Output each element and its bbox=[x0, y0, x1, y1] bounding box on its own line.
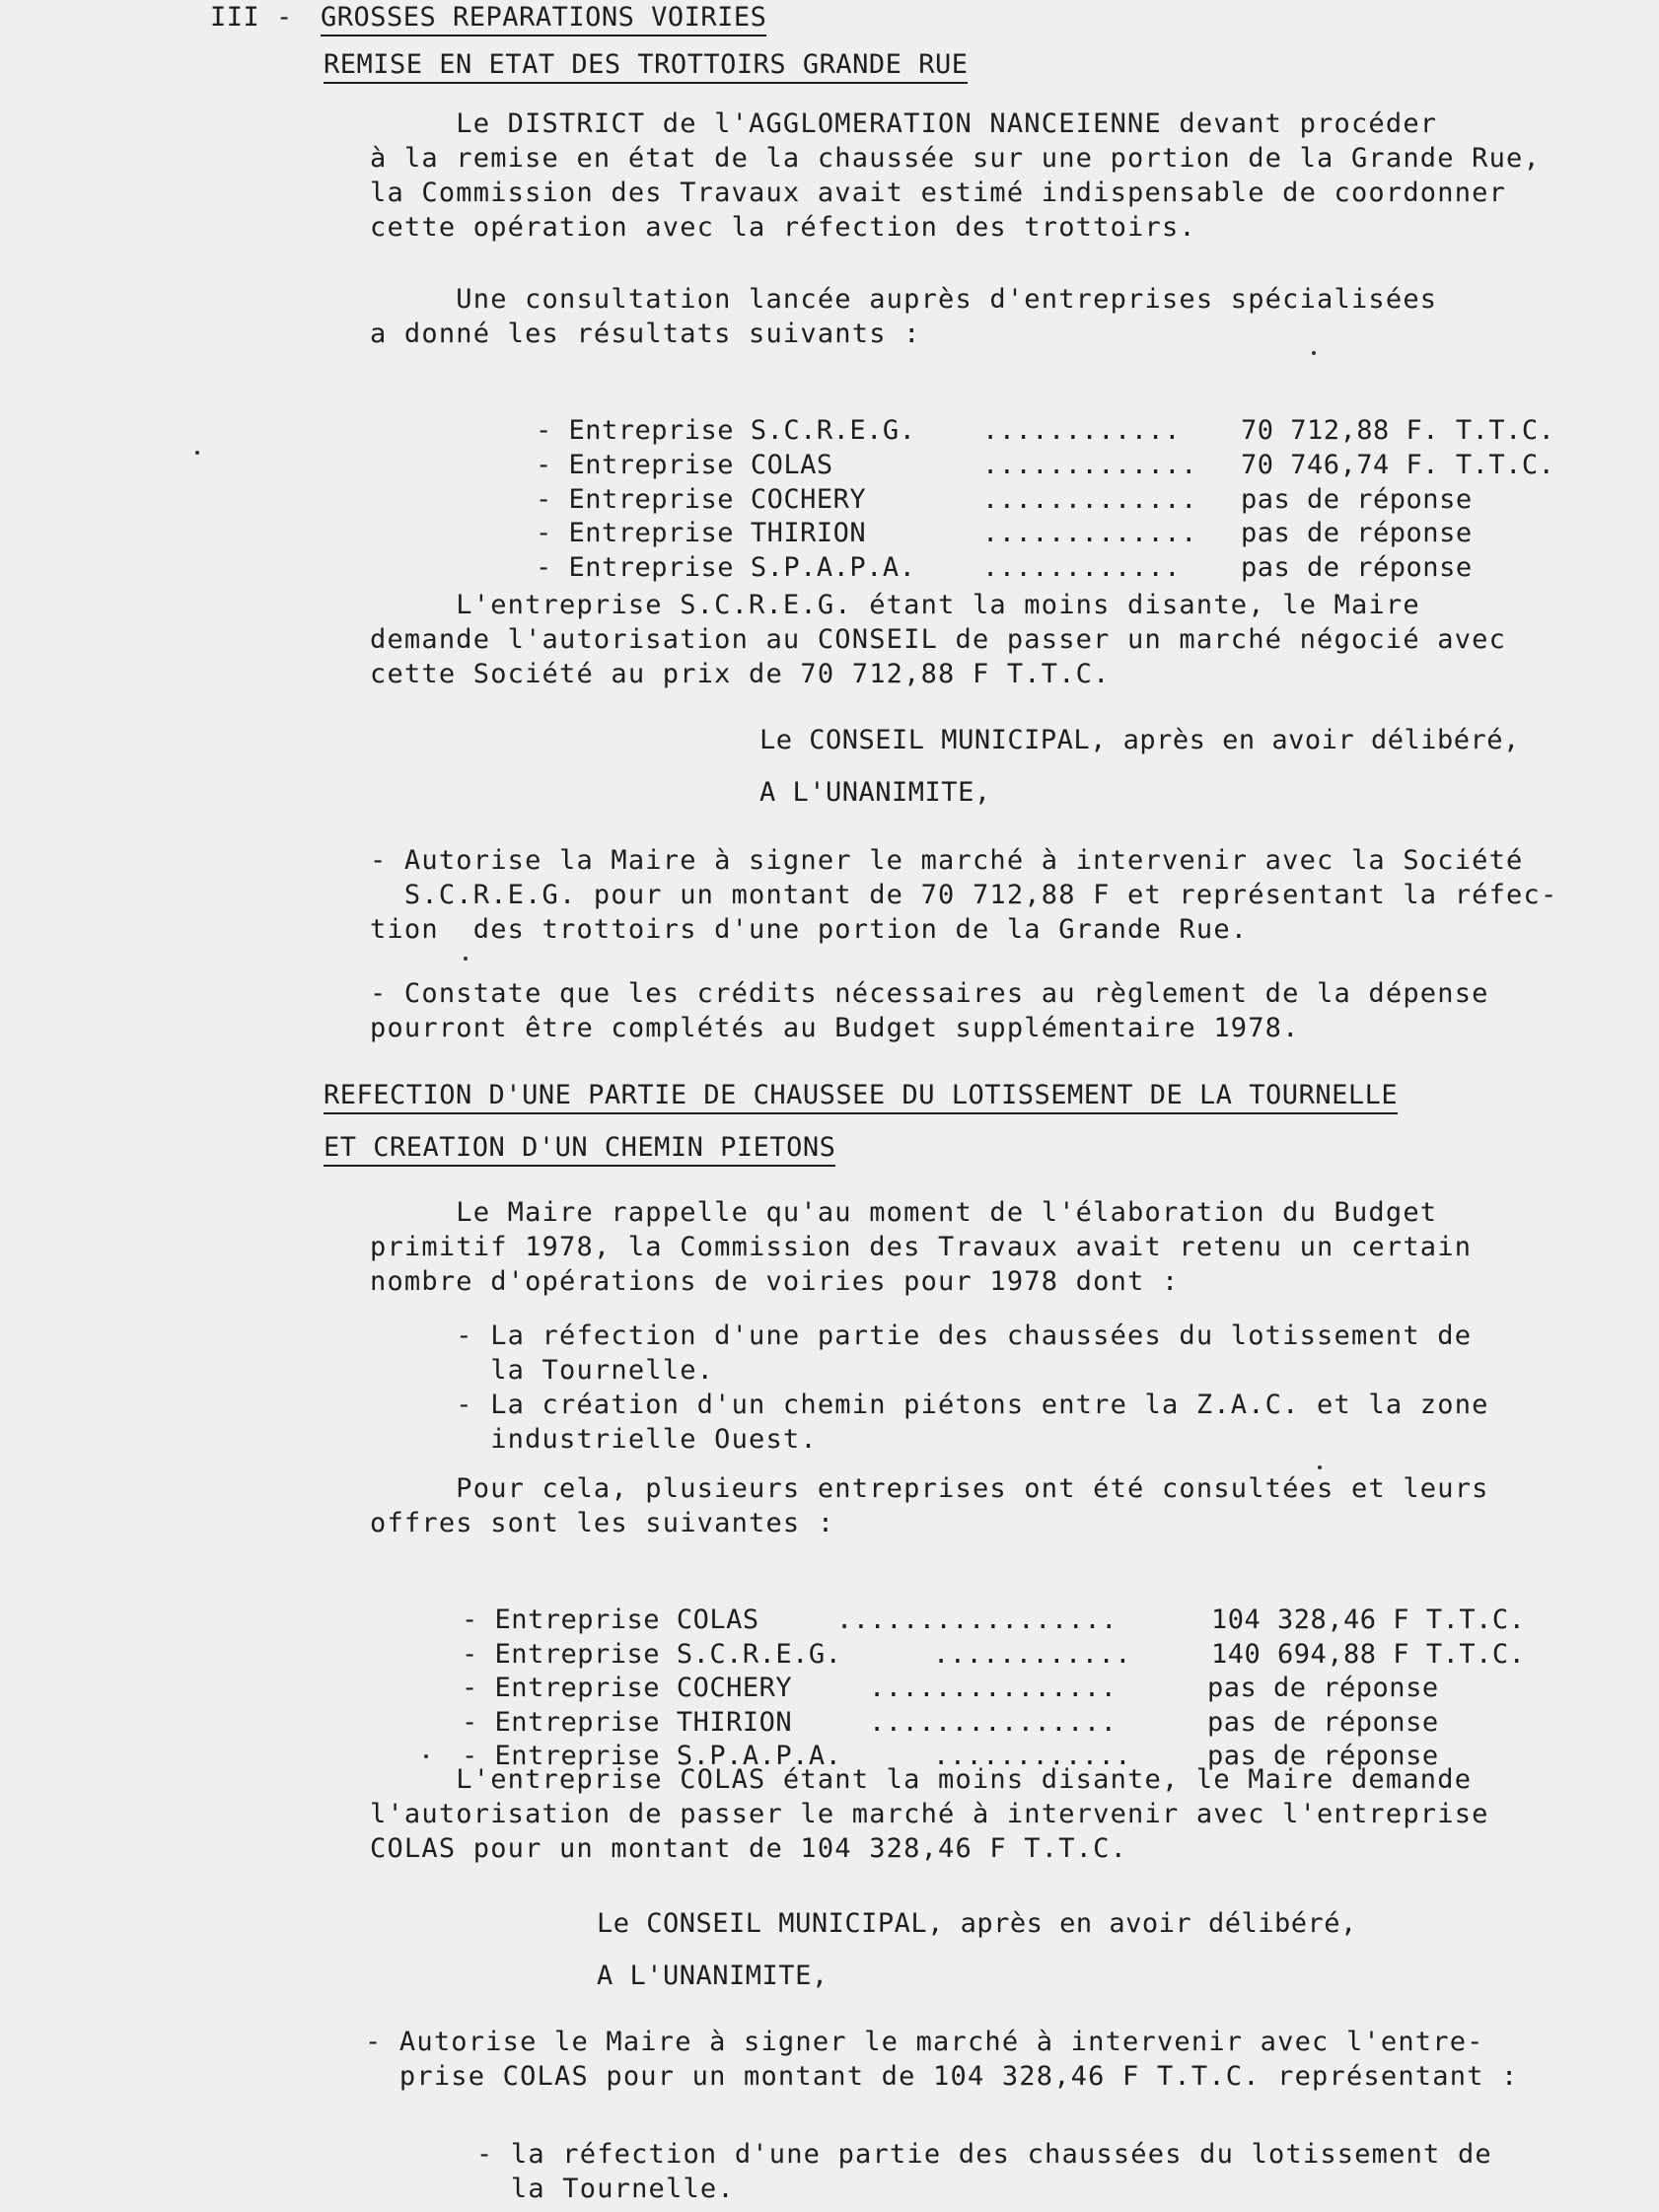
part2-intro-paragraph: Le Maire rappelle qu'au moment de l'élaboration du Budget primitif 1978, la Commission des Travaux avait retenu un certain nombre d'opérations de voiries pour 1978 dont : bbox=[370, 1197, 1473, 1297]
part2-council-statement: Le CONSEIL MUNICIPAL, après en avoir délibéré, bbox=[597, 1908, 1357, 1939]
part2-heading-line1: REFECTION D'UNE PARTIE DE CHAUSSEE DU LOTISSEMENT DE LA TOURNELLE bbox=[324, 1080, 1398, 1114]
bid-row: - Entreprise THIRION ............. pas de réponse bbox=[536, 518, 1473, 548]
section-title: GROSSES REPARATIONS VOIRIES bbox=[321, 2, 766, 36]
part2-unanimity: A L'UNANIMITE, bbox=[597, 1961, 829, 1991]
list-item: la Tournelle. bbox=[370, 1355, 715, 1386]
part1-council-statement: Le CONSEIL MUNICIPAL, après en avoir délibéré, bbox=[759, 725, 1520, 755]
bid-row: - Entreprise COCHERY ............. pas de réponse bbox=[536, 484, 1473, 515]
bid-row: - Entreprise S.C.R.E.G. ............ 70 712,88 F. T.T.C. bbox=[536, 415, 1555, 446]
part2-sub-item: - la réfection d'une partie des chaussées du lotissement de la Tournelle. bbox=[476, 2139, 1492, 2204]
part1-consult-paragraph: Une consultation lancée auprès d'entreprises spécialisées a donné les résultats suivants : bbox=[370, 284, 1438, 349]
scan-speck bbox=[1312, 351, 1316, 355]
part1-unanimity: A L'UNANIMITE, bbox=[759, 777, 991, 808]
part1-request-paragraph: L'entreprise S.C.R.E.G. étant la moins disante, le Maire demande l'autorisation au CONSEIL de passer un marché négocié avec cette Société au prix de 70 712,88 F T.T.C. bbox=[370, 590, 1507, 689]
scan-speck bbox=[1318, 1465, 1322, 1469]
list-item: - La réfection d'une partie des chaussées du lotissement de bbox=[370, 1320, 1473, 1351]
bid-row: - Entreprise S.P.A.P.A. ............ pas de réponse bbox=[462, 1741, 1439, 1771]
part1-decision-constate: - Constate que les crédits nécessaires au règlement de la dépense pourront être complétés au Budget supplémentaire 1978. bbox=[370, 978, 1489, 1043]
part2-operations-list bbox=[370, 1319, 1489, 1457]
part2-heading-line2: ET CREATION D'UN CHEMIN PIETONS bbox=[324, 1132, 835, 1167]
bid-row: - Entreprise COCHERY ............... pas de réponse bbox=[462, 1673, 1439, 1703]
bid-row: - Entreprise S.P.A.P.A. ............ pas de réponse bbox=[536, 552, 1473, 583]
scan-speck bbox=[464, 957, 468, 961]
part2-consult-paragraph: Pour cela, plusieurs entreprises ont été consultées et leurs offres sont les suivantes : bbox=[370, 1473, 1489, 1538]
part1-heading: REMISE EN ETAT DES TROTTOIRS GRANDE RUE bbox=[324, 49, 968, 84]
bid-row: - Entreprise COLAS ................. 104 328,46 F T.T.C. bbox=[462, 1605, 1526, 1635]
part2-decision-authorise: - Autorise le Maire à signer le marché à intervenir avec l'entre- prise COLAS pour un montant de 104 328,46 F T.T.C. représentant : bbox=[365, 2027, 1519, 2092]
list-item: industrielle Ouest. bbox=[370, 1424, 818, 1455]
list-item: - La création d'un chemin piétons entre la Z.A.C. et la zone bbox=[370, 1390, 1489, 1420]
bid-row: - Entreprise S.C.R.E.G. ............ 140 694,88 F T.T.C. bbox=[462, 1639, 1526, 1670]
part2-request-paragraph: L'entreprise COLAS étant la moins disante, le Maire demande l'autorisation de passer le marché à intervenir avec l'entreprise COLAS pour un montant de 104 328,46 F T.T.C. bbox=[370, 1764, 1489, 1864]
part1-intro-paragraph: Le DISTRICT de l'AGGLOMERATION NANCEIENNE devant procéder à la remise en état de la chaussée sur une portion de la Grande Rue, la Commission des Travaux avait estimé indispensable de coordonner cette opération avec la réfection des trottoirs. bbox=[370, 108, 1541, 243]
part1-decision-authorise: - Autorise la Maire à signer le marché à intervenir avec la Société S.C.R.E.G. pour un montant de 70 712,88 F et représentant la réfec- tion des trottoirs d'une portion de la Grande Rue. bbox=[370, 845, 1558, 945]
bid-row: - Entreprise COLAS ............. 70 746,74 F. T.T.C. bbox=[536, 450, 1555, 480]
scan-speck bbox=[195, 451, 199, 455]
bid-row: - Entreprise THIRION ............... pas de réponse bbox=[462, 1707, 1439, 1738]
scan-speck bbox=[424, 1754, 428, 1758]
section-number: III - bbox=[210, 2, 293, 33]
